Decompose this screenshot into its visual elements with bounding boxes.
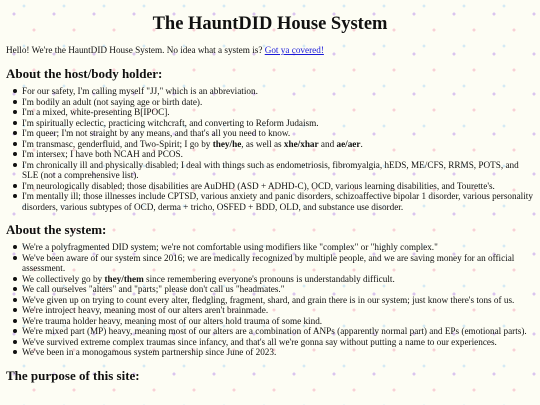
list-item-text: We call ourselves "alters" and "parts;" please don't call us "headmates." — [22, 284, 285, 294]
list-item-text: I'm bodily an adult (not saying age or birth date). — [22, 96, 203, 107]
intro-link[interactable]: Got ya covered! — [264, 45, 324, 55]
list-item-text: We've been aware of our system since 2016; we are medically recognized by multiple people, and we are saving money for an official assessment. — [22, 252, 515, 273]
pronoun-text: they/them — [104, 273, 144, 284]
list-item-text: For our safety, I'm calling myself "JJ," which is an abbreviation. — [22, 86, 258, 96]
list-item — [22, 97, 534, 108]
section-heading: The purpose of this site: — [6, 367, 140, 383]
page-title: The HauntDID House System — [152, 14, 388, 34]
list-item — [22, 181, 534, 192]
list-item-text: We've survived extreme complex traumas since infancy, and that's all we're gonna say without putting a name to our experiences. — [22, 336, 497, 347]
list-item-text: and — [318, 138, 337, 149]
list-item-text: since remembering everyone's pronouns is understandably difficult. — [143, 273, 395, 284]
intro-text: Hello! We're the HauntDID House System. No idea what a system is? — [6, 45, 263, 55]
list-item — [22, 326, 534, 337]
bullet-icon — [13, 308, 17, 312]
bullet-icon — [13, 121, 17, 125]
list-item-text: We're introject heavy, meaning most of our alters aren't brainmade. — [22, 305, 269, 315]
list-item — [22, 139, 534, 150]
bullet-icon — [13, 194, 17, 198]
bullet-icon — [13, 245, 17, 249]
bullet-icon — [13, 319, 17, 323]
bullet-icon — [13, 256, 17, 260]
list-item — [22, 295, 534, 306]
list-item-text: We're trauma holder heavy, meaning most of our alters hold trauma of some kind. — [22, 315, 323, 326]
bullet-icon — [13, 152, 17, 156]
list-item — [22, 316, 534, 327]
list-item — [22, 305, 534, 316]
bullet-icon — [13, 340, 17, 344]
bullet-icon — [13, 89, 17, 93]
list-item — [22, 128, 534, 139]
list-item-text: . — [360, 138, 363, 149]
pronoun-text: xhe/xhar — [283, 138, 319, 149]
list-item-text: I'm chronically ill and physically disabled; I deal with things such as endometriosis, fibromyalgia, hEDS, ME/CFS, RRMS, POTS, and SLE (not a comprehensive list). — [22, 159, 519, 180]
list-item — [22, 86, 534, 97]
bullet-icon — [13, 350, 17, 354]
list-item — [22, 118, 534, 129]
section-heading: About the host/body holder: — [6, 66, 163, 81]
bullet-icon — [13, 100, 17, 104]
list-item-text: I'm spiritually eclectic, practicing witchcraft, and converting to Reform Judaism. — [22, 117, 319, 128]
list-item — [22, 274, 534, 285]
section-list — [6, 242, 534, 358]
list-item — [22, 284, 534, 295]
bullet-icon — [13, 142, 17, 146]
section-heading: About the system: — [6, 222, 107, 237]
list-item-text: I'm queer; I'm not straight by any means, and that's all you need to know. — [22, 128, 291, 138]
bullet-icon — [13, 298, 17, 302]
bullet-icon — [13, 277, 17, 281]
pronoun-text: ae/aer — [336, 138, 361, 149]
list-item — [22, 107, 534, 118]
list-item-text: I'm intersex; I have both NCAH and PCOS. — [22, 149, 183, 159]
list-item — [22, 242, 534, 253]
list-item — [22, 347, 534, 358]
list-item — [22, 337, 534, 348]
list-item-text: I'm mentally ill; those illnesses include CPTSD, various anxiety and panic disorders, schizoaffective bipolar 1 disorder, various personality disorders, various subtypes of OCD, derma + tricho, OSFED + BDD, OLD, and substance use disorder. — [22, 191, 533, 212]
bullet-icon — [13, 287, 17, 291]
content-sections — [6, 66, 534, 383]
bullet-icon — [13, 131, 17, 135]
bullet-icon — [13, 329, 17, 333]
list-item-text: I'm a mixed, white-presenting B[IPOC]. — [22, 107, 170, 117]
list-item — [22, 191, 534, 212]
section-list — [6, 86, 534, 212]
bullet-icon — [13, 163, 17, 167]
bullet-icon — [13, 110, 17, 114]
pronoun-text: they/he — [212, 138, 242, 149]
list-item — [22, 160, 534, 181]
list-item-text: I'm transmasc, genderfluid, and Two-Spirit; I go by — [22, 138, 213, 149]
list-item-text: We're a polyfragmented DID system; we're not comfortable using modifiers like "complex" or "highly complex." — [22, 242, 438, 252]
list-item-text: We collectively go by — [22, 273, 105, 284]
list-item-text: , as well as — [241, 138, 284, 149]
list-item-text: We're mixed part (MP) heavy, meaning most of our alters are a combination of ANPs (apparently normal part) and EPs (emotional parts). — [22, 326, 527, 336]
intro-paragraph — [6, 45, 534, 56]
list-item-text: We've been in a monogamous system partnership since June of 2023. — [22, 347, 277, 357]
list-item — [22, 149, 534, 160]
bullet-icon — [13, 184, 17, 188]
list-item-text: I'm neurologically disabled; those disabilities are AuDHD (ASD + ADHD-C), OCD, various learning disabilities, and Tourette's. — [22, 180, 495, 191]
list-item-text: We've given up on trying to count every alter, fledgling, fragment, shard, and grain there is in our system; just know there's tons of us. — [22, 294, 515, 305]
list-item — [22, 253, 534, 274]
